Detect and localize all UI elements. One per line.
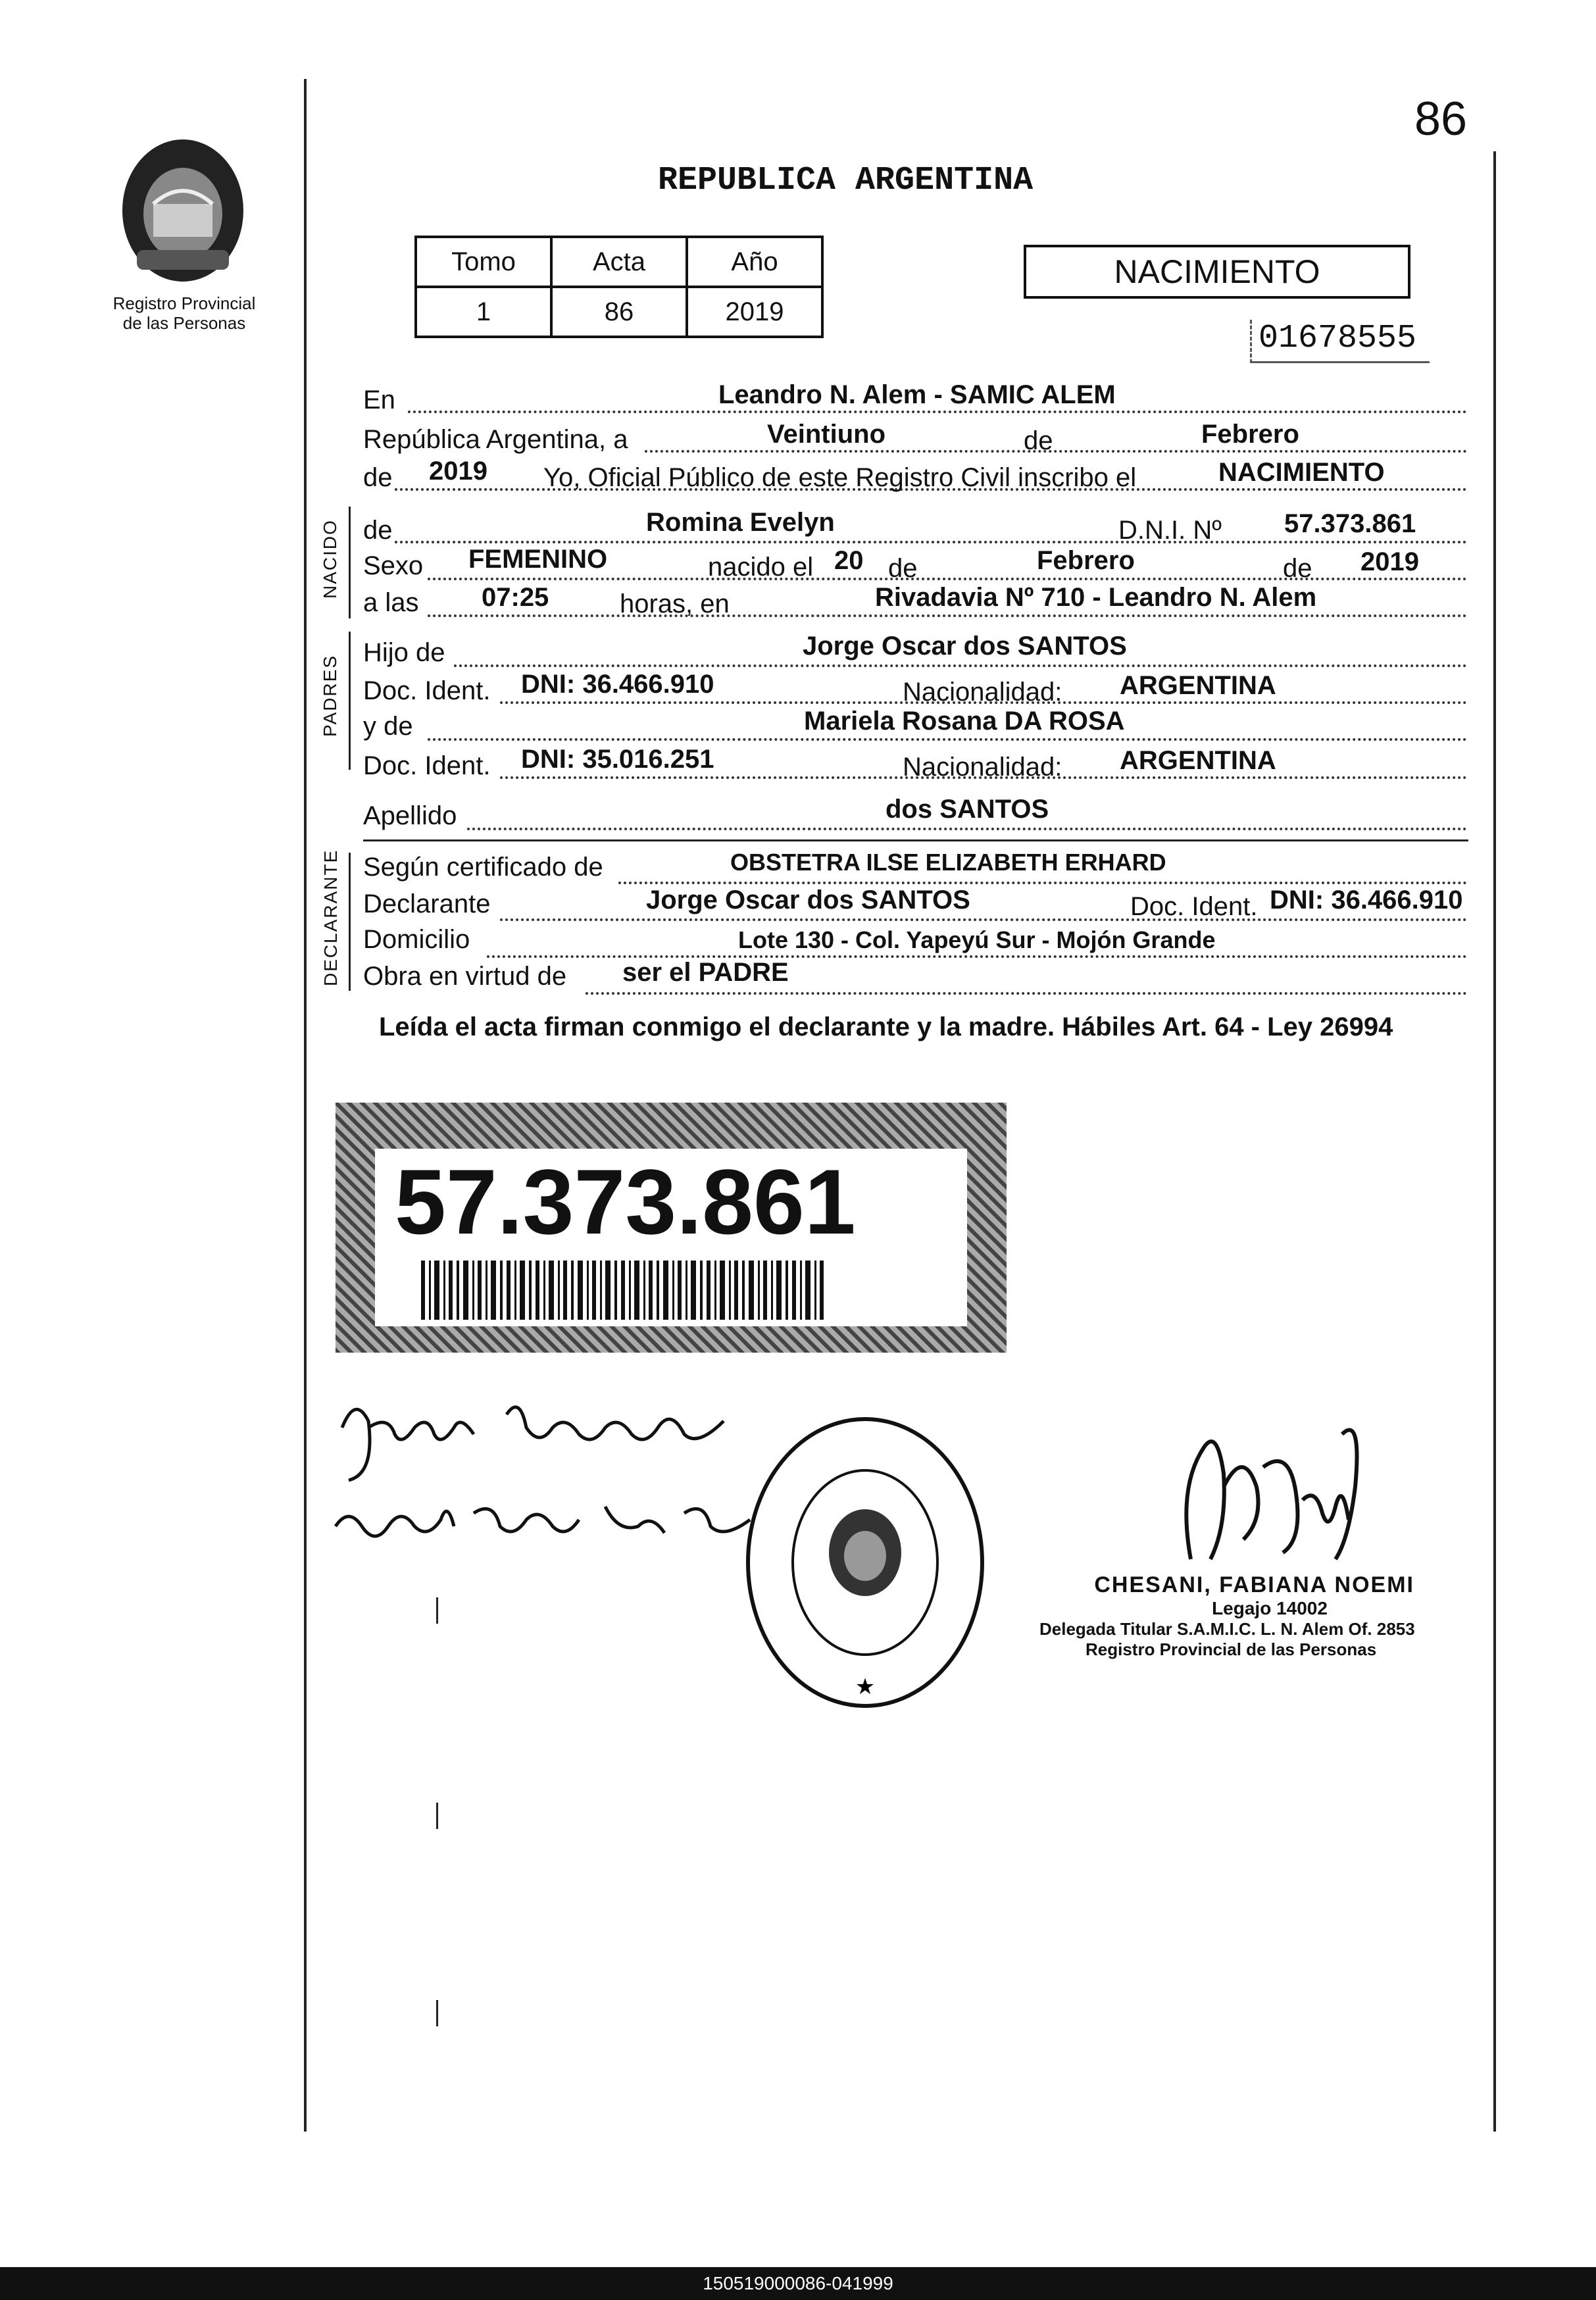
dots-obra [586, 992, 1467, 995]
label-mother-doc: Doc. Ident. [363, 751, 491, 780]
header-anio: Año [687, 237, 822, 287]
page-number: 86 [1414, 93, 1468, 145]
left-margin-line [304, 79, 307, 2132]
label-dni: D.N.I. Nº [1118, 516, 1222, 545]
father-name: Jorge Oscar dos SANTOS [803, 632, 1127, 661]
official-office: Registro Provincial de las Personas [1085, 1639, 1377, 1659]
birth-place: Rivadavia Nº 710 - Leandro N. Alem [875, 583, 1317, 612]
doc-type-box [1024, 245, 1410, 299]
father-doc: DNI: 36.466.910 [521, 670, 714, 699]
date-day: Veintiuno [767, 420, 885, 449]
section-padres-label: PADRES [320, 654, 340, 737]
footer-bar [0, 2267, 1596, 2300]
label-de-month: de [1024, 426, 1053, 455]
label-obra: Obra en virtud de [363, 962, 567, 991]
serial-number [1250, 320, 1430, 363]
label-declarante: Declarante [363, 889, 491, 918]
domicilio-value: Lote 130 - Col. Yapeyú Sur - Mojón Grande [738, 926, 1216, 953]
official-legajo: Legajo 14002 [1212, 1598, 1328, 1618]
obra-value: ser el PADRE [622, 958, 789, 987]
mother-signature [329, 1487, 763, 1559]
value-acta: 86 [551, 287, 687, 337]
section-declarante-label: DECLARANTE [320, 849, 341, 986]
closing-text: Leída el acta firman conmigo el declarante y la madre. Hábiles Art. 64 - Ley 26994 [379, 1013, 1393, 1041]
declarant-doc: DNI: 36.466.910 [1270, 886, 1463, 914]
margin-tick-3 [436, 2000, 438, 2026]
birth-year: 2019 [1360, 547, 1419, 576]
header-tomo: Tomo [416, 237, 551, 287]
barcode-inner [375, 1149, 967, 1326]
label-a-las: a las [363, 588, 419, 617]
birth-time: 07:25 [482, 583, 549, 612]
label-republica: República Argentina, a [363, 425, 628, 454]
apellido-divider [363, 839, 1468, 841]
padres-bracket [349, 632, 351, 770]
section-nacido-label: NACIDO [320, 519, 340, 599]
mother-nationality: ARGENTINA [1120, 746, 1276, 775]
right-margin-line [1493, 151, 1496, 2132]
mother-doc: DNI: 35.016.251 [521, 745, 714, 774]
footer-code: 150519000086-041999 [703, 2273, 893, 2293]
label-nacido-el: nacido el [708, 553, 814, 582]
label-father-nat: Nacionalidad: [903, 678, 1062, 707]
barcode-bars [421, 1261, 829, 1320]
label-de-birth-month: de [888, 554, 918, 583]
label-hijo-de: Hijo de [363, 638, 445, 667]
svg-text:★: ★ [855, 1674, 876, 1700]
logo-caption-line1: Registro Provincial [112, 293, 256, 313]
barcode-number: 57.373.861 [395, 1150, 856, 1253]
dots-date [645, 450, 1467, 453]
barcode-label [336, 1103, 1007, 1353]
dots-alas [428, 614, 1467, 617]
value-tomo: 1 [416, 287, 551, 337]
label-y-de: y de [363, 712, 413, 741]
label-apellido: Apellido [363, 801, 457, 830]
dots-apellido [467, 828, 1467, 830]
child-sex: FEMENINO [468, 545, 608, 574]
certificate-issuer: OBSTETRA ILSE ELIZABETH ERHARD [730, 849, 1166, 876]
father-signature [329, 1388, 750, 1487]
margin-tick-2 [436, 1803, 438, 1829]
nacido-bracket [349, 507, 351, 618]
place-value: Leandro N. Alem - SAMIC ALEM [718, 380, 1116, 409]
year-value: 2019 [429, 457, 487, 486]
margin-tick-1 [436, 1597, 438, 1624]
label-de-name: de [363, 516, 393, 545]
label-mother-nat: Nacionalidad: [903, 753, 1062, 782]
apellido-value: dos SANTOS [885, 795, 1049, 824]
doc-type: NACIMIENTO [1114, 253, 1320, 290]
province-seal-logo [117, 138, 249, 289]
logo-caption-line2: de las Personas [122, 313, 246, 333]
dots-hijo [454, 664, 1467, 667]
date-month: Febrero [1201, 420, 1299, 449]
label-en: En [363, 386, 395, 414]
label-domicilio: Domicilio [363, 925, 470, 954]
dots-nacido-de [395, 541, 1467, 543]
dots-cert [618, 882, 1467, 884]
registry-table-values [416, 287, 822, 337]
header-acta: Acta [551, 237, 687, 287]
document-title: REPUBLICA ARGENTINA [658, 162, 1034, 199]
official-title: Delegada Titular S.A.M.I.C. L. N. Alem Of. 2853 [1039, 1619, 1415, 1639]
declarante-bracket [349, 853, 351, 991]
official-stamp [743, 1414, 987, 1711]
label-de-year: de [363, 463, 393, 492]
label-de-birth-year: de [1283, 554, 1312, 583]
dots-yde [428, 738, 1467, 741]
registry-table [414, 236, 824, 338]
act-type: NACIMIENTO [1218, 458, 1385, 487]
child-name: Romina Evelyn [646, 508, 835, 537]
logo-caption [99, 293, 270, 333]
serial-value: 01678555 [1259, 320, 1417, 357]
official-signature [1164, 1408, 1375, 1579]
birth-month: Febrero [1037, 546, 1135, 575]
official-block [1039, 1572, 1460, 1660]
mother-name: Mariela Rosana DA ROSA [804, 707, 1125, 736]
label-oficial: Yo, Oficial Público de este Registro Civil inscribo el [543, 463, 1137, 492]
official-name: CHESANI, FABIANA NOEMI [1094, 1572, 1414, 1597]
birth-day: 20 [834, 546, 864, 575]
dots-declarante [500, 918, 1467, 921]
label-segun-cert: Según certificado de [363, 853, 603, 882]
declarant-name: Jorge Oscar dos SANTOS [646, 886, 970, 914]
label-declarant-doc: Doc. Ident. [1130, 892, 1258, 921]
father-nationality: ARGENTINA [1120, 671, 1276, 700]
child-dni: 57.373.861 [1284, 509, 1416, 538]
label-sexo: Sexo [363, 551, 424, 580]
registry-table-header [416, 237, 822, 287]
value-anio: 2019 [687, 287, 822, 337]
label-horas: horas, en [620, 589, 730, 618]
label-father-doc: Doc. Ident. [363, 676, 491, 705]
dots-en [408, 411, 1467, 413]
